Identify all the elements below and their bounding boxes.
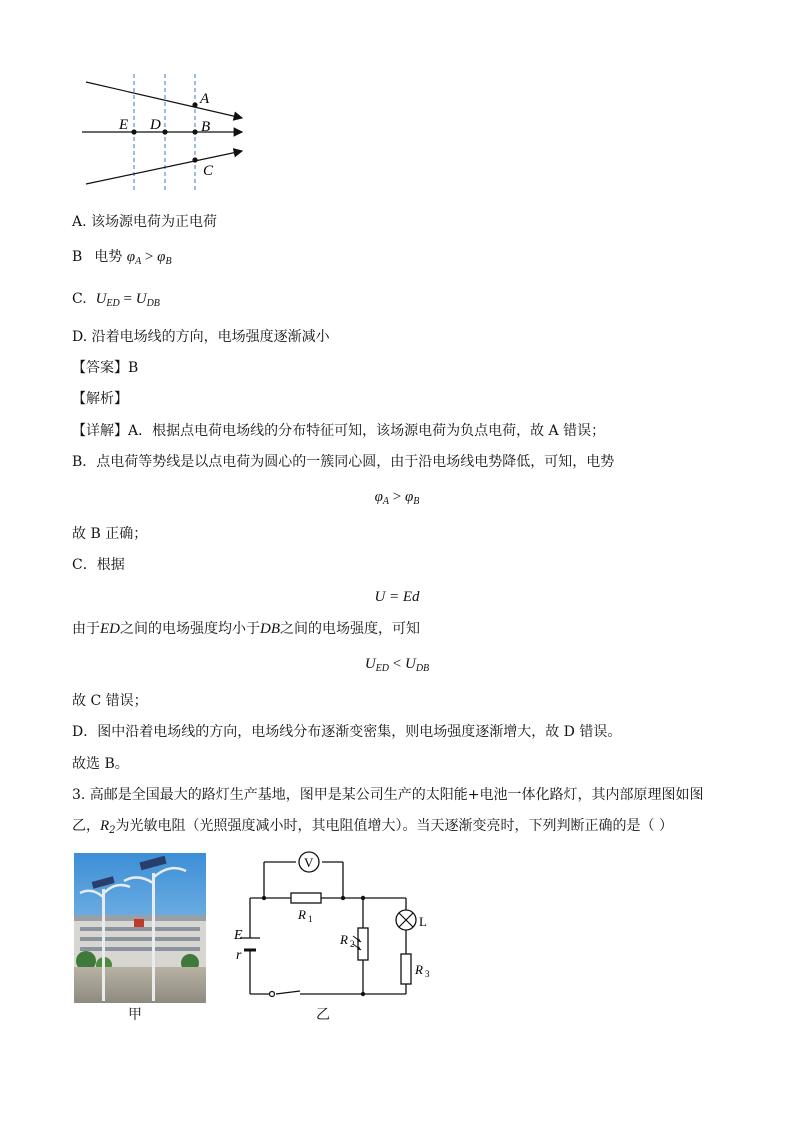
option-d: D. 沿着电场线的方向，电场强度逐渐减小: [72, 329, 330, 345]
option-b: B 电势 $\varphi_A > \varphi_B$: [72, 249, 172, 267]
explanation-b-conclusion: 故 B 正确；: [72, 526, 148, 542]
explanation-a: 【详解】A．根据点电荷电场线的分布特征可知，该场源电荷为负点电荷，故 A 错误；: [72, 423, 606, 439]
explanation-final: 故选 B。: [72, 756, 129, 772]
explanation-b: B．点电荷等势线是以点电荷为圆心的一簇同心圆，由于沿电场线电势降低，可知，电势: [72, 454, 615, 470]
switch-contact-icon: [270, 992, 275, 997]
point-d: [162, 129, 167, 134]
equation-u-compare: $U_{ED} < U_{DB}$: [364, 656, 430, 674]
label-c: C: [203, 163, 214, 179]
option-c: C. $U_{ED} = U_{DB}$: [72, 291, 160, 309]
svg-text:r: r: [236, 948, 242, 963]
option-a: A. 该场源电荷为正电荷: [72, 214, 218, 230]
svg-text:1: 1: [308, 914, 313, 924]
svg-text:R: R: [340, 932, 348, 947]
svg-text:R: R: [298, 907, 306, 922]
analysis-label: 【解析】: [72, 391, 128, 407]
explanation-c-conclusion: 故 C 错误；: [72, 693, 148, 709]
svg-text:2: 2: [350, 939, 355, 949]
svg-text:V: V: [304, 855, 314, 870]
resistor-r1-icon: [291, 893, 321, 903]
equation-phi: $\varphi_A > \varphi_B$: [374, 489, 420, 507]
point-c: [192, 157, 197, 162]
svg-text:3: 3: [425, 969, 430, 979]
svg-text:E: E: [234, 928, 243, 943]
caption-left: 甲: [128, 1007, 142, 1023]
explanation-c-reason: 由于ED之间的电场强度均小于DB之间的电场强度，可知: [72, 621, 420, 637]
label-d: D: [150, 117, 161, 133]
point-b: [192, 129, 197, 134]
label-b: B: [201, 119, 211, 135]
explanation-d: D．图中沿着电场线的方向，电场线分布逐渐变密集，则电场强度逐渐增大，故 D 错误。: [72, 724, 622, 740]
photoresistor-r2-icon: [358, 928, 368, 960]
svg-text:L: L: [419, 914, 427, 929]
svg-text:R: R: [415, 962, 423, 977]
explanation-c: C．根据: [72, 557, 125, 573]
point-e: [131, 129, 136, 134]
equation-u-ed: U = Ed: [374, 589, 420, 605]
resistor-r3-icon: [401, 954, 411, 984]
circuit-diagram: [228, 848, 438, 1004]
point-a: [192, 102, 197, 107]
label-a: A: [200, 91, 210, 107]
field-line-bottom: [86, 151, 242, 184]
field-line-figure: [78, 72, 258, 192]
question3-line2: 乙，$R_2$为光敏电阻（光照强度减小时，其电阻值增大）。当天逐渐变亮时，下列判断正确的是（ ）: [72, 818, 673, 836]
label-e: E: [119, 117, 129, 133]
question3-line1: 3. 高邮是全国最大的路灯生产基地，图甲是某公司生产的太阳能+电池一体化路灯，其内部原理图如图: [72, 787, 704, 803]
street-lamp-photo: [74, 853, 206, 1003]
field-line-top: [86, 82, 242, 118]
caption-right: 乙: [316, 1007, 330, 1023]
answer: 【答案】B: [72, 360, 139, 376]
